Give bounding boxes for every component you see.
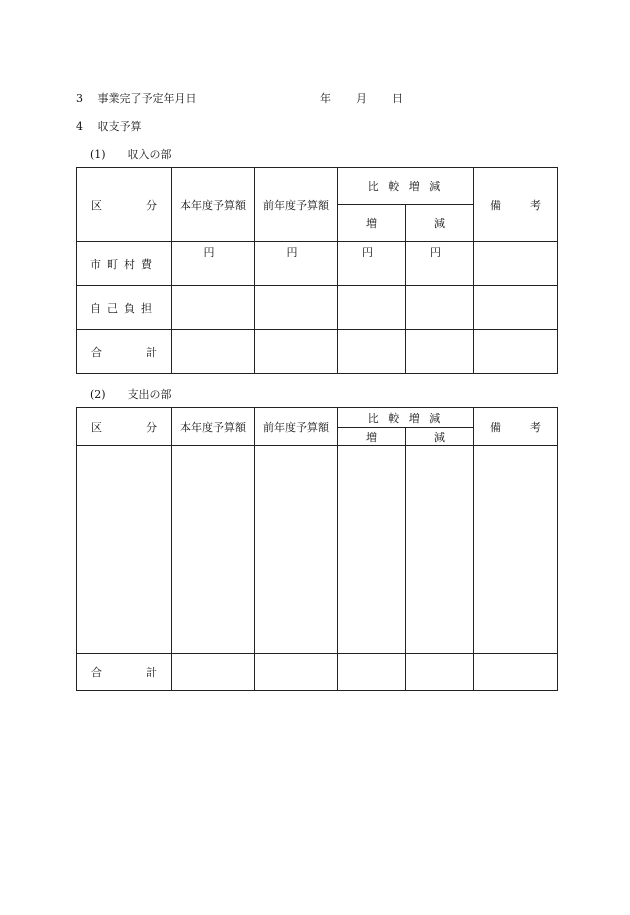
table-row: [77, 242, 558, 286]
expense-heading-label: 支出の部: [127, 388, 172, 401]
expense-total-label: 合 計: [77, 654, 172, 691]
table-cell: [406, 654, 474, 691]
table-cell: [255, 330, 338, 374]
table-cell: [172, 446, 255, 654]
table-cell: [406, 446, 474, 654]
expense-header-category: 区 分: [77, 408, 172, 446]
income-header-increase: 増: [338, 205, 406, 242]
table-cell: [406, 286, 474, 330]
table-cell: [474, 286, 558, 330]
expense-header-current-year: 本年度予算額: [172, 408, 255, 446]
table-cell: [77, 446, 172, 654]
table-cell: [474, 446, 558, 654]
income-row-municipal-label: 市町村費: [77, 242, 172, 286]
table-cell: [255, 654, 338, 691]
table-cell: [338, 330, 406, 374]
table-row: [77, 330, 558, 374]
expense-table: [76, 407, 558, 691]
income-unit-yen: 円: [172, 242, 255, 286]
table-cell: [338, 654, 406, 691]
income-header-remarks: 備 考: [474, 168, 558, 242]
expense-header-increase: 増: [338, 428, 406, 446]
income-unit-yen: 円: [255, 242, 338, 286]
expense-header-decrease: 減: [406, 428, 474, 446]
income-total-label: 合 計: [77, 330, 172, 374]
table-cell: [172, 286, 255, 330]
income-heading: [90, 146, 172, 162]
table-cell: [255, 446, 338, 654]
table-row: [77, 286, 558, 330]
table-row: [77, 446, 558, 654]
item3-year-unit: 年: [320, 92, 331, 105]
income-unit-yen: 円: [338, 242, 406, 286]
income-header-current-year: 本年度予算額: [172, 168, 255, 242]
table-cell: [172, 330, 255, 374]
income-header-comparison: 比 較 増 減: [338, 168, 474, 205]
income-header-category: 区 分: [77, 168, 172, 242]
table-cell: [474, 330, 558, 374]
table-row: [77, 654, 558, 691]
item3-day-unit: 日: [392, 92, 403, 105]
expense-heading: [90, 386, 172, 402]
income-cell-remarks: [474, 242, 558, 286]
item3-month-unit: 月: [356, 92, 367, 105]
item3-number: 3: [76, 92, 83, 105]
item3-label: 事業完了予定年月日: [97, 92, 197, 105]
table-cell: [255, 286, 338, 330]
expense-header-previous-year: 前年度予算額: [255, 408, 338, 446]
income-unit-yen: 円: [406, 242, 474, 286]
income-header-decrease: 減: [406, 205, 474, 242]
table-cell: [338, 286, 406, 330]
expense-header-comparison: 比 較 増 減: [338, 408, 474, 428]
income-heading-number: (1): [90, 148, 106, 161]
table-cell: [172, 654, 255, 691]
item4-line: [76, 118, 142, 134]
income-heading-label: 収入の部: [127, 148, 172, 161]
table-cell: [406, 330, 474, 374]
item3-line: [76, 90, 197, 106]
income-table: [76, 167, 558, 374]
table-cell: [474, 654, 558, 691]
item4-number: 4: [76, 120, 83, 133]
table-cell: [338, 446, 406, 654]
expense-header-remarks: 備 考: [474, 408, 558, 446]
income-row-self-burden-label: 自己負担: [77, 286, 172, 330]
income-header-previous-year: 前年度予算額: [255, 168, 338, 242]
item4-label: 収支予算: [97, 120, 142, 133]
expense-heading-number: (2): [90, 388, 106, 401]
